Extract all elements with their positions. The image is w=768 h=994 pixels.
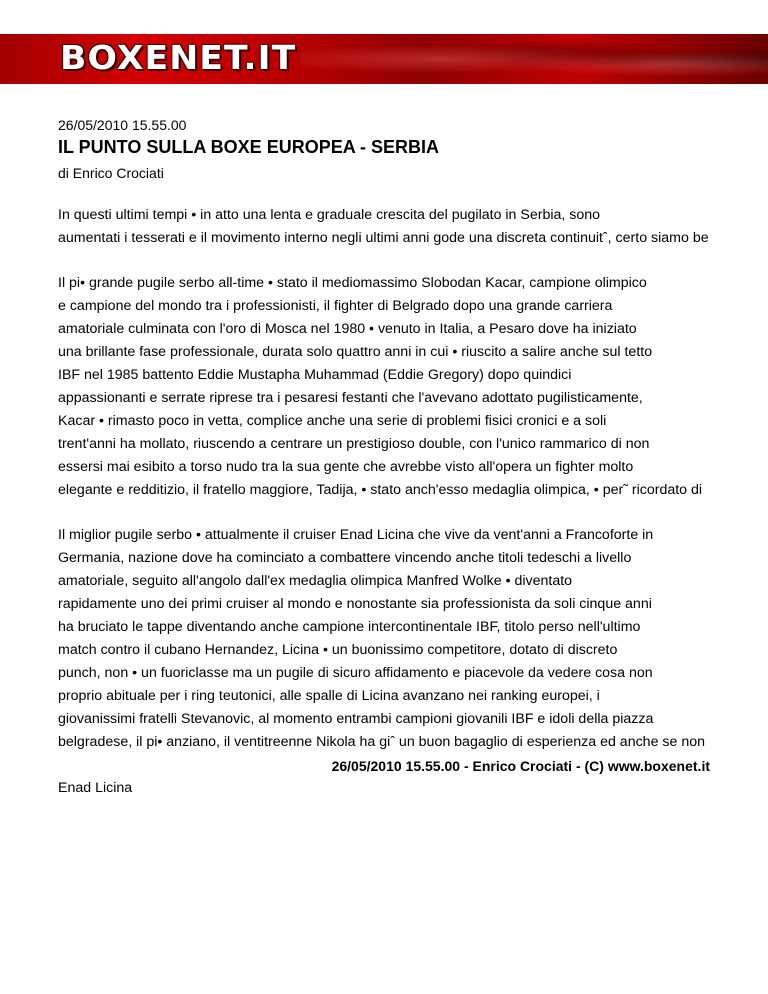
article-date: 26/05/2010 15.55.00 (58, 117, 187, 133)
article-footer: 26/05/2010 15.55.00 - Enrico Crociati - (C) www.boxenet.it (331, 758, 710, 774)
article-author: di Enrico Crociati (58, 165, 164, 181)
image-caption: Enad Licina (58, 780, 133, 796)
banner-boxers-image (300, 34, 768, 84)
header-banner (0, 34, 768, 84)
article-paragraph: Il miglior pugile serbo • attualmente il cruiser Enad Licina che vive da vent'anni a Francoforte in Germania, nazione dove ha cominciato a combattere vincendo anche titoli tedeschi a livello amatoriale, seguito all'angolo dall'ex medaglia olimpica Manfred Wolke • diventato rapidamente uno dei primi cruiser al mondo e nonostante sia professionista da soli cinque anni ha bruciato le tappe diventando anche campione intercontinentale IBF, titolo perso nell'ultimo match contro il cubano Hernandez, Licina • un buonissimo competitore, dotato di discreto punch, non • un fuoriclasse ma un pugile di sicuro affidamento e piacevole da vedere cosa non proprio abituale per i ring teutonici, alle spalle di Licina avanzano nei ranking europei, i giovanissimi fratelli Stevanovic, al momento entrambi campioni giovanili IBF e idoli della piazza belgradese, il pi• anziano, il ventitreenne Nikola ha giˆ un buon bagaglio di esperienza ed anche se non (58, 527, 705, 750)
article-paragraph: In questi ultimi tempi • in atto una lenta e graduale crescita del pugilato in Serbia, sono aumentati i tesserati e il movimento interno negli ultimi anni gode una discreta continuitˆ, certo siamo be (58, 207, 709, 246)
site-logo[interactable]: BOXENET.IT (60, 38, 297, 77)
article-paragraph: Il pi• grande pugile serbo all-time • stato il mediomassimo Slobodan Kacar, campione olimpico e campione del mondo tra i professionisti, il fighter di Belgrado dopo una grande carriera amatoriale culminata con l'oro di Mosca nel 1980 • venuto in Italia, a Pesaro dove ha iniziato una brillante fase professionale, durata solo quattro anni in cui • riuscito a salire anche sul tetto IBF nel 1985 battento Eddie Mustapha Muhammad (Eddie Gregory) dopo quindici appassionanti e serrate riprese tra i pesaresi festanti che l'avevano adottato pugilisticamente, Kacar • rimasto poco in vetta, complice anche una serie di problemi fisici cronici e a soli trent'anni ha mollato, riuscendo a centrare un prestigioso double, con l'unico rammarico di non essersi mai esibito a torso nudo tra la sua gente che avrebbe visto all'opera un fighter molto elegante e redditizio, il fratello maggiore, Tadija, • stato anch'esso medaglia olimpica, • per˜ ricordato di (58, 275, 703, 498)
article-title: IL PUNTO SULLA BOXE EUROPEA - SERBIA (58, 137, 440, 157)
article (58, 117, 768, 797)
